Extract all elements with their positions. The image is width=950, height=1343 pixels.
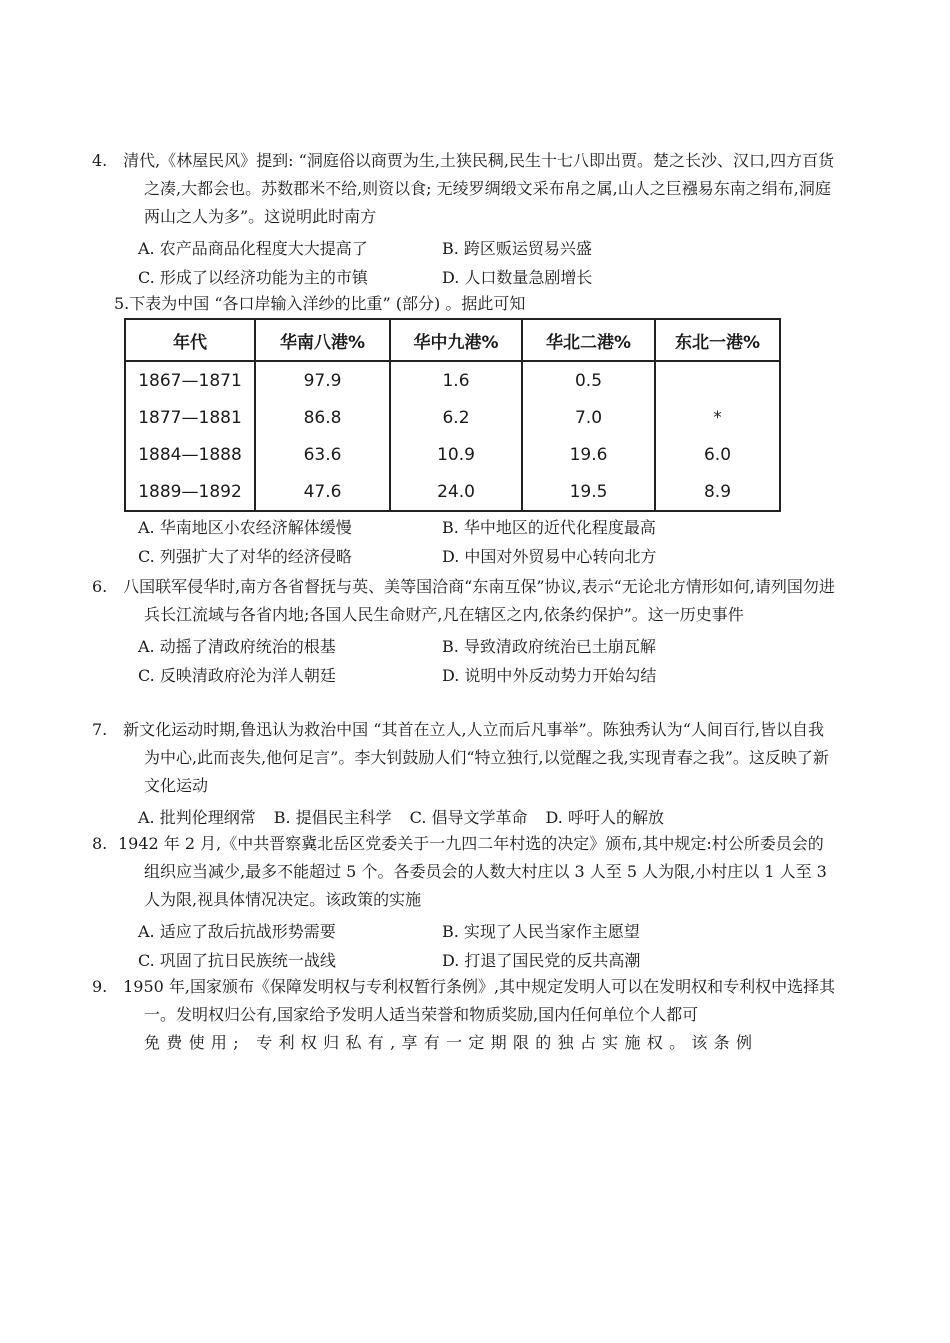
column-header: 东北一港% <box>655 319 780 361</box>
question-number: 5. <box>114 294 130 313</box>
table-cell: 1877—1881 <box>138 407 242 428</box>
question-text: 清代,《林屋民风》提到: “洞庭俗以商贾为生,土狭民稠,民生十七八即出贾。楚之长沙、汉口,四方百货之凑,大都会也。苏数郡米不给,则资以食; 无绫罗绸缎文采布帛之属,山人之巨襁易东南之绢布,洞庭两山之人为多”。这说明此时南方 <box>123 151 835 226</box>
question-stem: 8. 1942 年 2 月,《中共晋察冀北岳区党委关于一九四二年村选的决定》颁布,其中规定:村公所委员会的组织应当减少,最多不能超过 5 个。各委员会的人数大村庄以 3 人至 5 人为限,小村庄以 1 人至 3 人为限,视具体情况决定。该政策的实施 <box>92 834 827 909</box>
option-b[interactable]: B. 实现了人民当家作主愿望 <box>442 922 640 941</box>
option-d[interactable]: D. 中国对外贸易中心转向北方 <box>442 547 657 566</box>
table-cell: 24.0 <box>390 473 522 511</box>
table-cell: 47.6 <box>255 473 390 511</box>
question-stem: 7. 新文化运动时期,鲁迅认为救治中国 “其首在立人,人立而后凡事举”。陈独秀认为“人间百行,皆以自我为中心,此而丧失,他何足言”。李大钊鼓励人们“特立独行,以觉醒之我,实现青春之我”。这反映了新文化运动 <box>92 720 829 795</box>
question-7 <box>92 716 836 832</box>
option-b[interactable]: B. 导致清政府统治已土崩瓦解 <box>442 637 656 656</box>
table-cell: 63.6 <box>255 436 390 473</box>
table-cell: 6.2 <box>390 399 522 436</box>
column-header: 年代 <box>125 319 255 361</box>
table-cell: 0.5 <box>522 361 655 399</box>
question-5 <box>114 290 836 318</box>
question-5-options <box>118 514 836 572</box>
question-text: 八国联军侵华时,南方各省督抚与英、美等国洽商“东南互保”协议,表示“无论北方情形如何,请列国勿进兵长江流域与各省内地;各国人民生命财产,凡在辖区之内,依条约保护”。这一历史事件 <box>123 577 835 624</box>
table-cell: 7.0 <box>522 399 655 436</box>
table-header-row <box>125 319 780 361</box>
option-a[interactable]: A. 批判伦理纲常 <box>138 808 256 827</box>
option-d[interactable]: D. 说明中外反动势力开始勾结 <box>442 666 657 685</box>
options <box>138 633 836 691</box>
table-cell: 19.6 <box>522 436 655 473</box>
option-b[interactable]: B. 华中地区的近代化程度最高 <box>442 518 656 537</box>
question-8 <box>92 830 836 976</box>
yarn-import-table <box>124 318 781 512</box>
table-row <box>125 473 780 511</box>
table-cell: 86.8 <box>255 399 390 436</box>
options <box>138 804 836 832</box>
option-b[interactable]: B. 跨区贩运贸易兴盛 <box>442 239 592 258</box>
table-cell: 1889—1892 <box>138 481 242 502</box>
column-header: 华北二港% <box>522 319 655 361</box>
option-d[interactable]: D. 人口数量急剧增长 <box>442 268 593 287</box>
options <box>138 918 836 976</box>
question-stem <box>114 290 836 318</box>
question-4 <box>92 147 836 293</box>
question-6 <box>92 573 836 691</box>
table-cell: * <box>655 399 780 436</box>
column-header: 华南八港% <box>255 319 390 361</box>
table-row <box>125 399 780 436</box>
table-cell: 8.9 <box>655 473 780 511</box>
table-cell: 97.9 <box>255 361 390 399</box>
table-cell: 6.0 <box>655 436 780 473</box>
option-c[interactable]: C. 巩固了抗日民族统一战线 <box>138 951 336 970</box>
question-text: 1942 年 2 月,《中共晋察冀北岳区党委关于一九四二年村选的决定》颁布,其中规定:村公所委员会的组织应当减少,最多不能超过 5 个。各委员会的人数大村庄以 3 人至 5 人为限,小村庄以 1 人至 3 人为限,视具体情况决定。该政策的实施 <box>118 834 827 909</box>
table-cell: 19.5 <box>522 473 655 511</box>
option-a[interactable]: A. 动摇了清政府统治的根基 <box>138 637 336 656</box>
table-cell: 1884—1888 <box>138 444 242 465</box>
question-stem: 4. 清代,《林屋民风》提到: “洞庭俗以商贾为生,土狭民稠,民生十七八即出贾。楚之长沙、汉口,四方百货之凑,大都会也。苏数郡米不给,则资以食; 无绫罗绸缎文采布帛之属,山人之巨襁易东南之绢布,洞庭两山之人为多”。这说明此时南方 <box>92 151 835 226</box>
table-cell: 1.6 <box>390 361 522 399</box>
options <box>138 235 836 293</box>
column-header: 华中九港% <box>390 319 522 361</box>
question-9 <box>92 973 836 1057</box>
question-text: 1950 年,国家颁布《保障发明权与专利权暂行条例》,其中规定发明人可以在发明权和专利权中选择其一。发明权归公有,国家给予发明人适当荣誉和物质奖励,国内任何单位个人都可 <box>123 977 836 1024</box>
table-row <box>125 436 780 473</box>
table-cell: 10.9 <box>390 436 522 473</box>
option-a[interactable]: A. 适应了敌后抗战形势需要 <box>138 922 336 941</box>
option-a[interactable]: A. 华南地区小农经济解体缓慢 <box>138 518 352 537</box>
option-d[interactable]: D. 呼吁人的解放 <box>545 808 664 827</box>
option-a[interactable]: A. 农产品商品化程度大大提高了 <box>138 239 368 258</box>
option-c[interactable]: C. 反映清政府沦为洋人朝廷 <box>138 666 336 685</box>
option-c[interactable]: C. 形成了以经济功能为主的市镇 <box>138 268 368 287</box>
question-text: 下表为中国 “各口岸输入洋纱的比重” (部分) 。据此可知 <box>129 294 526 313</box>
option-b[interactable]: B. 提倡民主科学 <box>273 808 392 827</box>
option-d[interactable]: D. 打退了国民党的反共高潮 <box>442 951 641 970</box>
question-text-last-line: 免费使用; 专利权归私有,享有一定期限的独占实施权。该条例 <box>144 1033 759 1052</box>
question-stem: 9. 1950 年,国家颁布《保障发明权与专利权暂行条例》,其中规定发明人可以在发明权和专利权中选择其一。发明权归公有,国家给予发明人适当荣誉和物质奖励,国内任何单位个人都可 <box>92 977 836 1024</box>
table-cell: 1867—1871 <box>138 370 242 391</box>
option-c[interactable]: C. 倡导文学革命 <box>409 808 528 827</box>
option-c[interactable]: C. 列强扩大了对华的经济侵略 <box>138 547 352 566</box>
question-stem: 6. 八国联军侵华时,南方各省督抚与英、美等国洽商“东南互保”协议,表示“无论北方情形如何,请列国勿进兵长江流域与各省内地;各国人民生命财产,凡在辖区之内,依条约保护”。这一历史事件 <box>92 577 835 624</box>
options <box>138 514 836 572</box>
table-cell <box>655 361 780 399</box>
table-row <box>125 361 780 399</box>
question-text: 新文化运动时期,鲁迅认为救治中国 “其首在立人,人立而后凡事举”。陈独秀认为“人间百行,皆以自我为中心,此而丧失,他何足言”。李大钊鼓励人们“特立独行,以觉醒之我,实现青春之我”。这反映了新文化运动 <box>123 720 829 795</box>
